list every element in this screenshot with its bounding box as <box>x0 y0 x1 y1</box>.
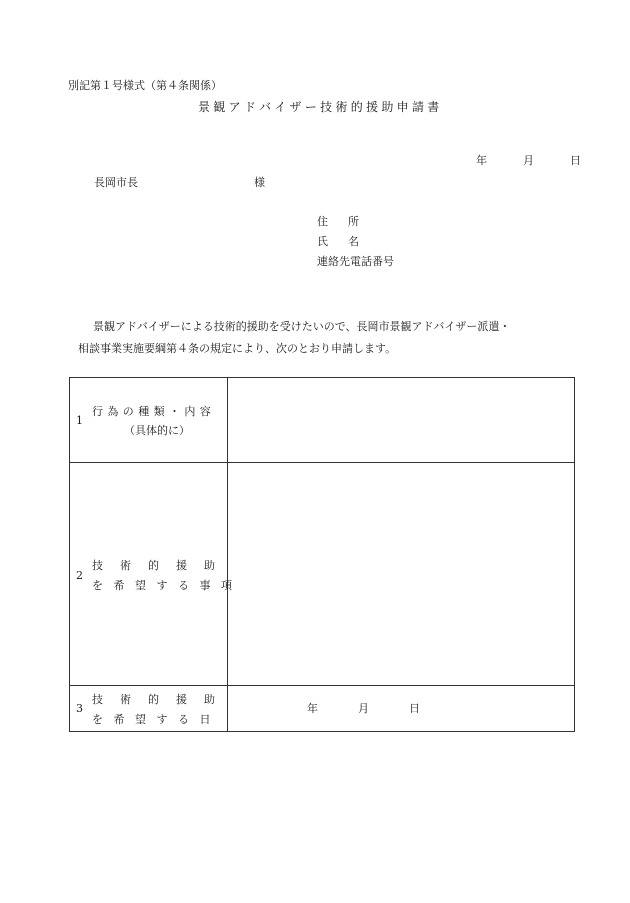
action-content-field[interactable] <box>227 378 574 462</box>
row-label-line-1: 技術的援助 <box>92 693 232 706</box>
application-table <box>69 377 575 732</box>
date-month-label: 月 <box>523 154 534 167</box>
applicant-phone-label: 連絡先電話番号 <box>317 255 394 268</box>
requested-assistance-field[interactable] <box>227 462 574 685</box>
row-label-line-2: を希望する日 <box>92 713 221 726</box>
applicant-name-label <box>317 236 359 247</box>
table-row <box>70 378 574 463</box>
row-label-cell <box>70 685 232 732</box>
row-label-line-2: （具体的に） <box>124 424 190 437</box>
requested-date <box>307 703 420 714</box>
table-row <box>70 462 574 686</box>
form-number: 別記第１号様式（第４条関係） <box>68 79 222 92</box>
row-label-line-1: 技術的援助 <box>92 559 232 572</box>
addressee-name: 長岡市長 <box>94 176 138 189</box>
table-row <box>70 685 574 732</box>
row-label-line-1: 行為の種類・内容 <box>92 405 216 418</box>
row-label-line-2: を希望する事項 <box>92 579 243 592</box>
date-month-label: 月 <box>358 702 369 715</box>
submission-date <box>476 155 581 166</box>
name-label-char-2: 名 <box>348 235 359 248</box>
row-label-cell <box>70 378 228 462</box>
row-number: 3 <box>76 702 83 715</box>
date-day-label: 日 <box>409 702 420 715</box>
document-title: 景観アドバイザー技術的援助申請書 <box>198 100 443 114</box>
request-statement-line-1: 景観アドバイザーによる技術的援助を受けたいので、長岡市景観アドバイザー派遣・ <box>93 320 511 333</box>
requested-date-field[interactable] <box>227 685 574 732</box>
address-label-char-1: 住 <box>317 215 328 228</box>
applicant-address-label <box>317 216 359 227</box>
addressee-honorific: 様 <box>254 176 265 189</box>
row-number: 2 <box>76 569 83 582</box>
name-label-char-1: 氏 <box>317 235 328 248</box>
date-year-label: 年 <box>307 702 318 715</box>
date-day-label: 日 <box>570 154 581 167</box>
request-statement <box>72 316 572 360</box>
address-label-char-2: 所 <box>348 215 359 228</box>
request-statement-line-2: 相談事業実施要綱第４条の規定により、次のとおり申請します。 <box>78 342 397 355</box>
row-number: 1 <box>76 414 83 427</box>
date-year-label: 年 <box>476 154 487 167</box>
row-label-cell <box>70 462 243 685</box>
